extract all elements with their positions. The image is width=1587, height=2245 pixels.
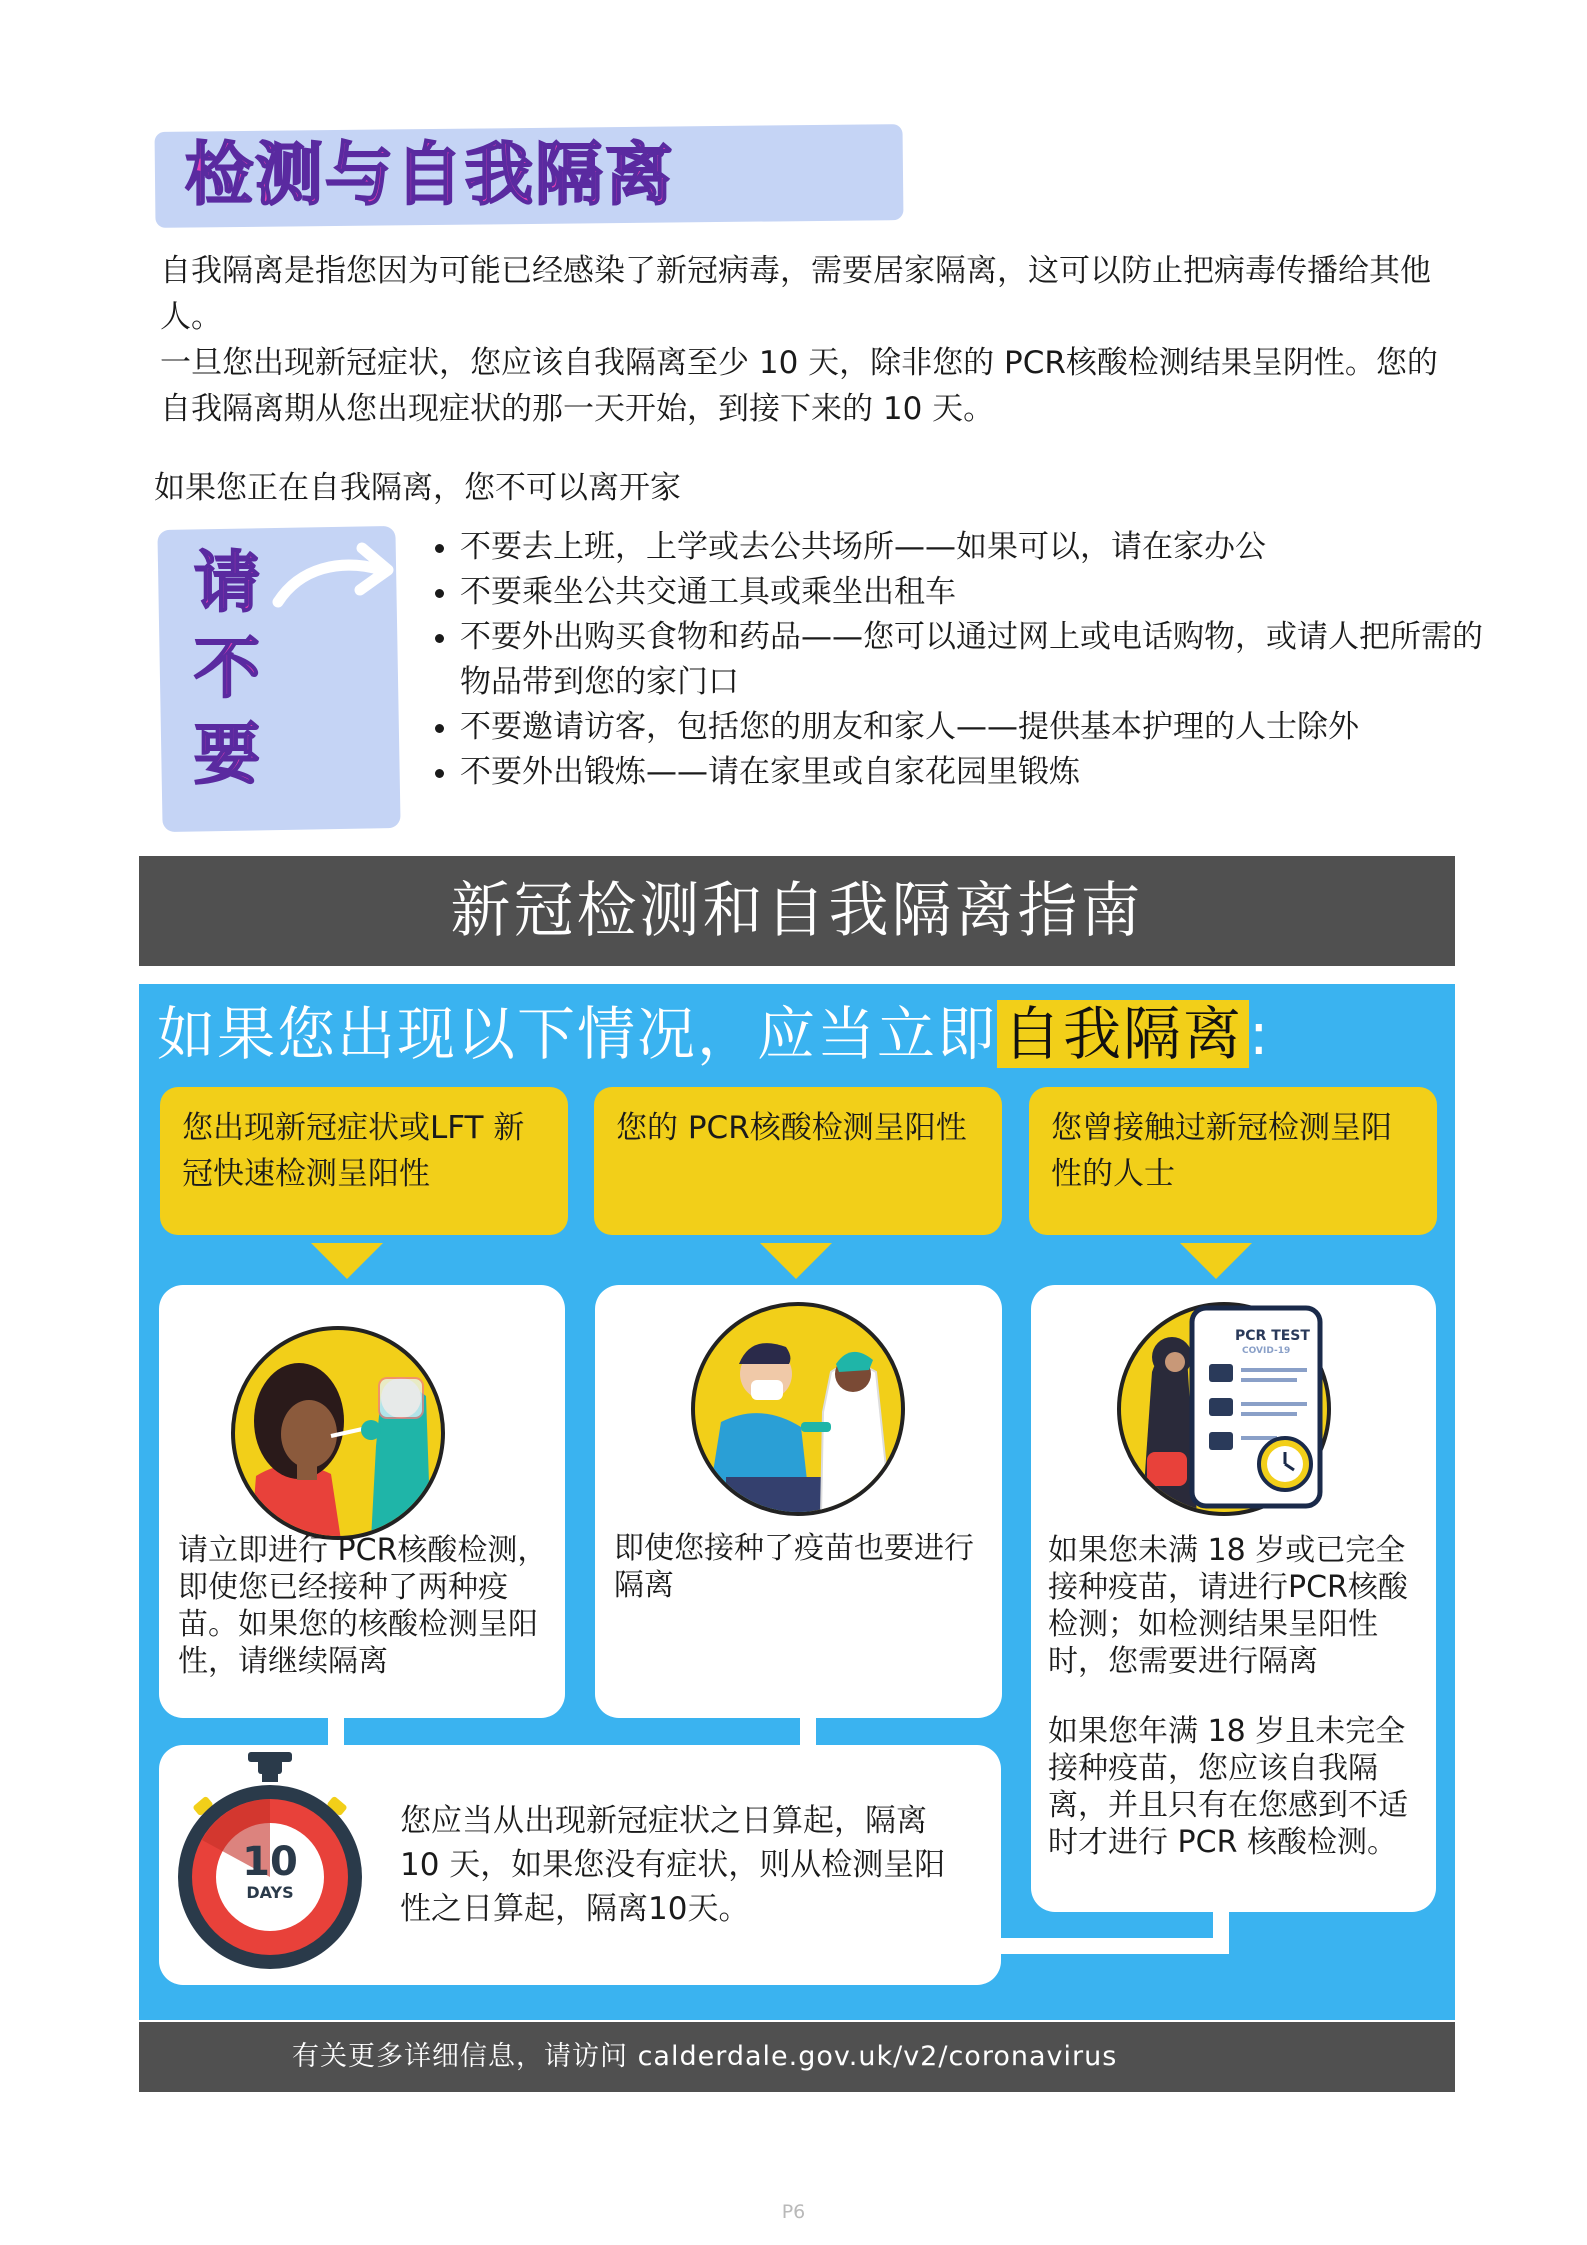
pcr-test-label-sub: COVID-19 (1242, 1346, 1291, 1356)
nasal-swab-test-icon (231, 1326, 445, 1540)
page-title: 检测与自我隔离 (185, 136, 676, 215)
isolate-heading (157, 994, 1271, 1074)
dont-word: 请不要 (194, 544, 260, 793)
timer-unit: DAYS (246, 1883, 294, 1902)
intro-paragraph-2: 一旦您出现新冠症状，您应该自我隔离至少 10 天，除非您的 PCR核酸检测结果呈阴性。您的自我隔离期从您出现症状的那一天开始，到接下来的 10 天。 (160, 345, 1438, 427)
dont-item: • 不要去上班，上学或去公共场所——如果可以，请在家办公 (460, 525, 1500, 570)
condition-3-title: 您曾接触过新冠检测呈阳性的人士 (1051, 1110, 1392, 1192)
pcr-test-label (1117, 1308, 1335, 1368)
condition-3-body-2: 如果您年满 18 岁且未完全接种疫苗，您应该自我隔离，并且只有在您感到不适时才进行 PCR 核酸检测。 (1048, 1714, 1408, 1860)
arrow-right-icon (270, 530, 400, 620)
isolate-heading-highlight: 自我隔离 (997, 1000, 1249, 1068)
dont-item: • 不要外出购买食物和药品——您可以通过网上或电话购物，或请人把所需的物品带到您的家门口 (460, 615, 1500, 705)
condition-3-body: 如果您未满 18 岁或已完全接种疫苗，请进行PCR核酸检测；如检测结果呈阳性时，您需要进行隔离 (1048, 1533, 1408, 1679)
condition-2-title: 您的 PCR核酸检测呈阳性 (616, 1110, 967, 1146)
condition-1-title: 您出现新冠症状或LFT 新冠快速检测呈阳性 (182, 1110, 525, 1192)
vaccination-icon (691, 1302, 905, 1516)
condition-1-box (160, 1087, 568, 1235)
page-number: P6 (781, 2201, 806, 2223)
dont-item: • 不要外出锻炼——请在家里或自家花园里锻炼 (460, 750, 1500, 795)
down-arrow-icon (311, 1243, 383, 1279)
condition-2-body: 即使您接种了疫苗也要进行隔离 (614, 1531, 974, 1603)
condition-1-body: 请立即进行 PCR核酸检测，即使您已经接种了两种疫苗。如果您的核酸检测呈阳性，请继续隔离 (178, 1533, 548, 1679)
timer-number: 10 (242, 1839, 298, 1885)
connector-line (1000, 1938, 1228, 1954)
dont-list (415, 525, 1500, 795)
dont-item: • 不要乘坐公共交通工具或乘坐出租车 (460, 570, 1500, 615)
footer-link-text[interactable]: 有关更多详细信息，请访问 calderdale.gov.uk/v2/coronavirus (292, 2041, 1118, 2072)
condition-3-box (1029, 1087, 1437, 1235)
dont-lead-text: 如果您正在自我隔离，您不可以离开家 (154, 470, 681, 506)
guide-title: 新冠检测和自我隔离指南 (450, 876, 1144, 946)
down-arrow-icon (760, 1243, 832, 1279)
isolate-heading-suffix: : (1249, 1000, 1271, 1068)
pcr-test-label-title: PCR TEST (1235, 1328, 1310, 1344)
intro (160, 248, 1450, 432)
intro-paragraph-1: 自我隔离是指您因为可能已经感染了新冠病毒，需要居家隔离，这可以防止把病毒传播给其他人。 (160, 253, 1431, 335)
down-arrow-icon (1180, 1243, 1252, 1279)
condition-2-box (594, 1087, 1002, 1235)
timer-text: 您应当从出现新冠症状之日算起，隔离 10 天，如果您没有症状，则从检测呈阳性之日算起，隔离10天。 (400, 1803, 946, 1927)
isolate-heading-prefix: 如果您出现以下情况，应当立即 (157, 1000, 998, 1068)
dont-item: • 不要邀请访客，包括您的朋友和家人——提供基本护理的人士除外 (460, 705, 1500, 750)
